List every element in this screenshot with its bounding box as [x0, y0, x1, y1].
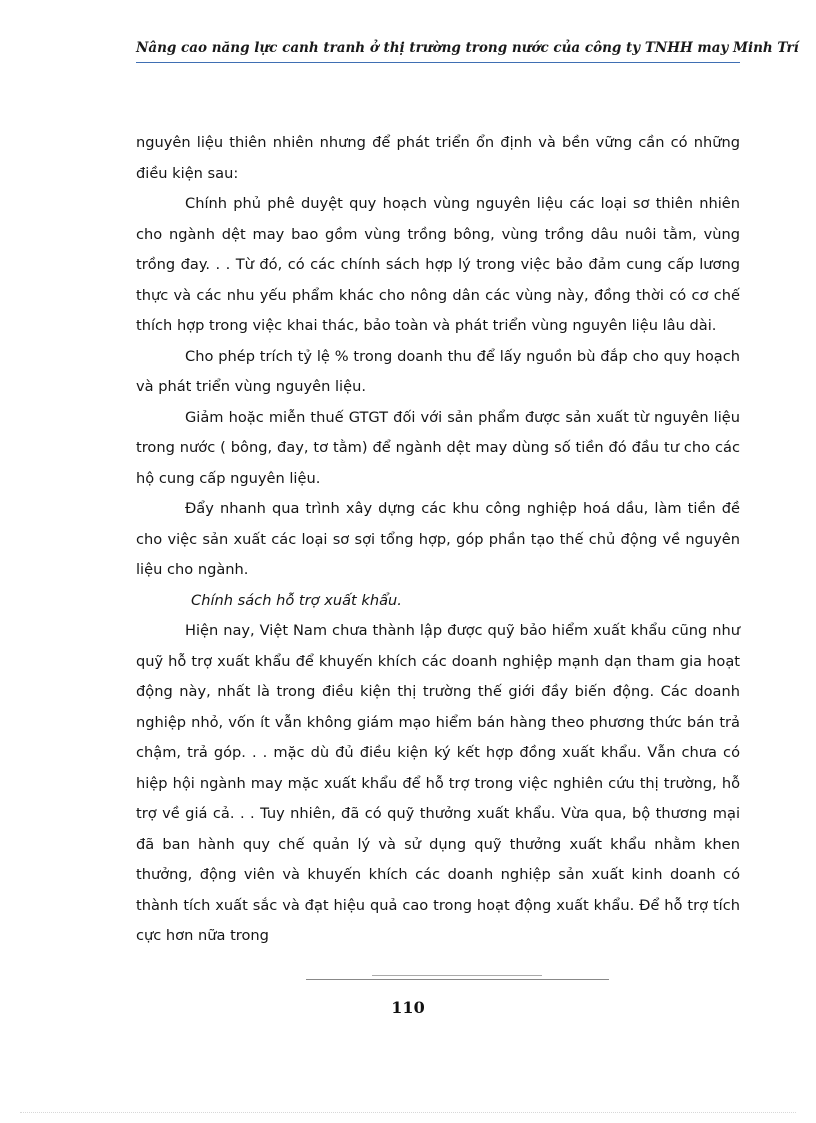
paragraph-raw-material-planning: Chính phủ phê duyệt quy hoạch vùng nguyên liệu các loại sơ thiên nhiên cho ngành dệt may bao gồm vùng trồng bông, vùng trồng dâu nuôi tằm, vùng trồng đay. . . Từ đó, có các chính sách hợp lý trong việc bảo đảm cung cấp lương thực và các nhu yếu phẩm khác cho nông dân các vùng này, đồng thời có cơ chế thích hợp trong việc khai thác, bảo toàn và phát triển vùng nguyên liệu lâu dài.	[136, 195, 740, 334]
paragraph-export-support: Hiện nay, Việt Nam chưa thành lập được quỹ bảo hiểm xuất khẩu cũng như quỹ hỗ trợ xuất khẩu để khuyến khích các doanh nghiệp mạnh dạn tham gia hoạt động này, nhất là trong điều kiện thị trường thế giới đầy biến động. Các doanh nghiệp nhỏ, vốn ít vẫn không giám mạo hiểm bán hàng theo phương thức bán trả chậm, trả góp. . . mặc dù đủ điều kiện ký kết hợp đồng xuất khẩu. Vẫn chưa có hiệp hội ngành may mặc xuất khẩu để hỗ trợ trong việc nghiên cứu thị trường, hỗ trợ về giá cả. . . Tuy nhiên, đã có quỹ thưởng xuất khẩu. Vừa qua, bộ thương mại đã ban hành quy chế quản lý và sử dụng quỹ thưởng xuất khẩu nhằm khen thưởng, động viên và khuyến khích các doanh nghiệp sản xuất kinh doanh có thành tích xuất sắc và đạt hiệu quả cao trong hoạt động xuất khẩu. Để hỗ trợ tích cực hơn nữa trong	[136, 622, 740, 944]
page-number: 110	[391, 998, 425, 1017]
running-header: Nâng cao năng lực canh tranh ở thị trường trong nước của công ty TNHH may Minh Trí	[136, 40, 799, 56]
footer-rule-short	[372, 975, 542, 976]
bottom-dotted-line	[20, 1112, 796, 1113]
body-text	[136, 128, 740, 952]
header-rule	[136, 62, 740, 63]
paragraph-petrochemical-zones: Đẩy nhanh qua trình xây dựng các khu công nghiệp hoá dầu, làm tiền đề cho việc sản xuất các loại sơ sợi tổng hợp, góp phần tạo thế chủ động về nguyên liệu cho ngành.	[136, 500, 740, 578]
footer-rule	[306, 979, 609, 980]
paragraph-vat-reduction: Giảm hoặc miễn thuế GTGT đối với sản phẩm được sản xuất từ nguyên liệu trong nước ( bông, đay, tơ tằm) để ngành dệt may dùng số tiền đó đầu tư cho các hộ cung cấp nguyên liệu.	[136, 408, 740, 487]
section-subheading: Chính sách hỗ trợ xuất khẩu.	[191, 591, 402, 609]
paragraph-continuation: nguyên liệu thiên nhiên nhưng để phát triển ổn định và bền vững cần có những điều kiện sau:	[136, 134, 740, 182]
paragraph-revenue-allocation: Cho phép trích tỷ lệ % trong doanh thu để lấy nguồn bù đắp cho quy hoạch và phát triển vùng nguyên liệu.	[136, 347, 740, 395]
